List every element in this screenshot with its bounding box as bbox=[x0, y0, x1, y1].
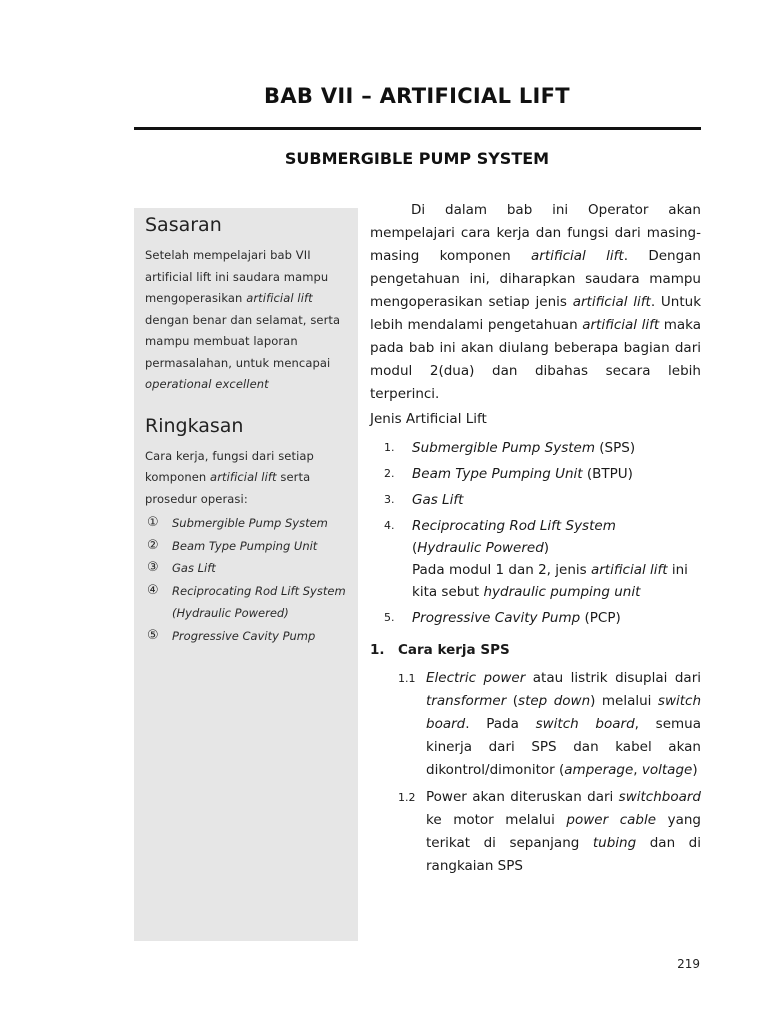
artificial-lift-types-list bbox=[370, 437, 701, 629]
ringkasan-text-part: Cara kerja, fungsi dari setiap komponen bbox=[145, 448, 314, 484]
chapter-title: BAB VII – ARTIFICIAL LIFT bbox=[264, 84, 570, 108]
type-abbrev: (SPS) bbox=[595, 440, 636, 456]
intro-paragraph bbox=[370, 199, 701, 406]
page-number: 219 bbox=[677, 957, 700, 971]
type-name: Submergible Pump System bbox=[412, 440, 595, 456]
intro-italic: artificial lift bbox=[572, 294, 651, 310]
list-number: 1. bbox=[384, 441, 395, 454]
ringkasan-heading: Ringkasan bbox=[145, 414, 244, 437]
section-title: SUBMERGIBLE PUMP SYSTEM bbox=[284, 149, 550, 168]
sasaran-text-italic: artificial lift bbox=[246, 291, 313, 305]
sasaran-text bbox=[145, 245, 348, 396]
list-item-label: Submergible Pump System bbox=[172, 516, 328, 530]
list-number: 2. bbox=[384, 467, 395, 480]
list-item-label: Beam Type Pumping Unit bbox=[172, 538, 318, 553]
sasaran-section bbox=[145, 214, 348, 396]
intro-text: . Dengan pengetahuan ini, diharapkan saudara mampu mengoperasikan setiap jenis bbox=[370, 248, 701, 310]
circled-number: ③ bbox=[147, 560, 159, 575]
list-item bbox=[370, 463, 701, 485]
list-item bbox=[145, 625, 348, 648]
list-item-label: Gas Lift bbox=[172, 561, 216, 575]
sidebar-panel bbox=[134, 208, 358, 941]
sasaran-text-part: dengan benar dan selamat, serta mampu membuat laporan permasalahan, untuk mencapai bbox=[145, 312, 341, 370]
jenis-heading: Jenis Artificial Lift bbox=[370, 411, 487, 427]
type-name: Gas Lift bbox=[412, 492, 464, 508]
note-text: Pada modul 1 dan 2, jenis bbox=[412, 562, 591, 578]
note-italic: hydraulic pumping unit bbox=[483, 584, 641, 600]
ringkasan-section bbox=[145, 415, 348, 648]
list-item bbox=[145, 512, 348, 535]
ringkasan-text-italic: artificial lift bbox=[210, 470, 277, 484]
ringkasan-list bbox=[145, 512, 348, 647]
list-number: 3. bbox=[384, 493, 395, 506]
list-item bbox=[370, 489, 701, 511]
type-name: Beam Type Pumping Unit bbox=[412, 466, 583, 482]
intro-text: maka pada bab ini akan diulang beberapa bagian dari modul 2(dua) dan dibahas secara lebih terperinci. bbox=[370, 317, 701, 402]
ringkasan-text bbox=[145, 446, 348, 511]
type-note bbox=[412, 562, 688, 600]
sasaran-heading: Sasaran bbox=[145, 214, 222, 236]
cara-kerja-heading bbox=[370, 639, 701, 661]
type-subname: Hydraulic Powered bbox=[417, 540, 544, 556]
type-name: Progressive Cavity Pump bbox=[412, 610, 581, 626]
title-divider bbox=[134, 127, 701, 130]
ringkasan-text-part: serta prosedur operasi: bbox=[145, 470, 311, 506]
note-text: ini kita sebut bbox=[412, 562, 688, 600]
intro-text: . Untuk lebih mendalami pengetahuan bbox=[370, 294, 702, 333]
paren: ( bbox=[412, 540, 418, 556]
intro-text: Di dalam bab ini Operator akan mempelajari cara kerja dan fungsi dari masing-masing komponen bbox=[370, 202, 701, 264]
step-text: Power akan diteruskan dari switchboard ke motor melalui power cable yang terikat di sepanjang tubing dan di rangkaian SPS bbox=[426, 789, 701, 874]
list-item bbox=[145, 557, 348, 580]
list-number: 5. bbox=[384, 611, 395, 624]
sasaran-text-part: Setelah mempelajari bab VII artificial lift ini saudara mampu mengoperasikan bbox=[145, 248, 329, 305]
step-number: 1.1 bbox=[398, 672, 416, 685]
intro-italic: artificial lift bbox=[531, 248, 624, 264]
circled-number: ② bbox=[147, 537, 159, 553]
list-item bbox=[370, 607, 701, 629]
circled-number: ④ bbox=[147, 582, 159, 598]
type-abbrev: (BTPU) bbox=[582, 466, 633, 482]
heading-text: Cara kerja SPS bbox=[398, 642, 510, 658]
heading-number: 1. bbox=[370, 642, 385, 658]
list-item-label: Progressive Cavity Pump bbox=[172, 628, 316, 643]
circled-number: ① bbox=[147, 515, 159, 530]
list-item bbox=[145, 535, 348, 558]
step-number: 1.2 bbox=[398, 791, 416, 804]
list-item bbox=[370, 667, 701, 782]
note-italic: artificial lift bbox=[590, 562, 668, 578]
list-item bbox=[145, 580, 348, 625]
circled-number: ⑤ bbox=[147, 627, 159, 643]
type-name: Reciprocating Rod Lift System bbox=[412, 518, 616, 534]
main-content bbox=[370, 199, 701, 882]
list-item-label: Reciprocating Rod Lift System (Hydraulic Powered) bbox=[172, 583, 346, 620]
list-number: 4. bbox=[384, 519, 395, 532]
paren: ) bbox=[543, 540, 550, 556]
intro-italic: artificial lift bbox=[582, 317, 660, 333]
list-item bbox=[370, 786, 701, 878]
list-item bbox=[370, 515, 701, 603]
type-abbrev: (PCP) bbox=[580, 610, 621, 626]
cara-kerja-steps bbox=[370, 667, 701, 878]
list-item bbox=[370, 437, 701, 459]
sasaran-text-italic: operational excellent bbox=[145, 377, 269, 391]
step-text: Electric power atau listrik disuplai dari transformer (step down) melalui switch board. Pada switch board, semua kinerja dari SPS dan kabel akan dikontrol/dimonitor (amperage, voltage) bbox=[426, 670, 702, 778]
